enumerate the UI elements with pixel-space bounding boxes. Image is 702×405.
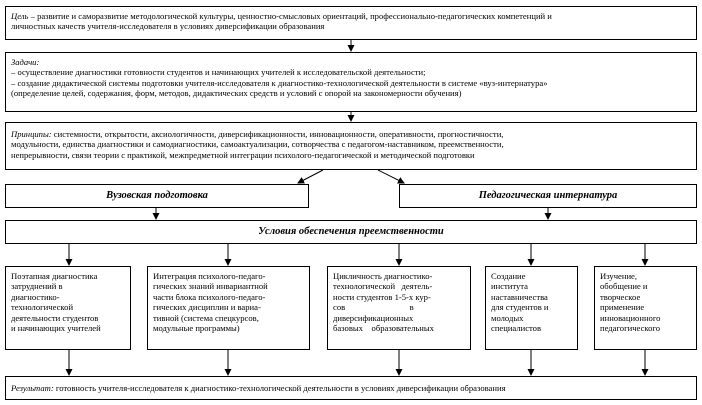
condition-line: Поэтапная диагностика bbox=[11, 271, 98, 281]
condition-line: специалистов bbox=[491, 323, 542, 334]
result-label: Результат: bbox=[11, 383, 54, 393]
condition-line: базовых образовательных bbox=[333, 323, 434, 334]
condition-line: для студентов и bbox=[491, 302, 549, 313]
continuity-conditions-title: Условия обеспечения преемственности bbox=[258, 226, 444, 237]
condition-line: творческое bbox=[600, 291, 641, 302]
condition-box-innovation bbox=[594, 266, 697, 350]
condition-line: ности студентов 1-5-х кур- bbox=[333, 291, 431, 302]
condition-line: наставничества bbox=[491, 291, 548, 302]
goal-line: – развитие и саморазвитие методологической культуры, ценностно-смысловых ориентаций, профессионально-педагогических компетенций и bbox=[28, 11, 552, 21]
internship-box bbox=[399, 184, 697, 208]
principles-line: модульности, единства диагностики и самодиагностики, самоактуализации, сотворчества с педагогом-наставником, преемственности, bbox=[11, 139, 504, 150]
condition-line: части блока психолого-педаго- bbox=[153, 291, 266, 302]
result-text: готовность учителя-исследователя к диагностико-технологической деятельности в условиях диверсификации образования bbox=[53, 383, 506, 393]
condition-line: технологической bbox=[11, 302, 74, 313]
condition-box-mentorship bbox=[485, 266, 578, 350]
condition-line: Цикличность диагностико- bbox=[333, 271, 433, 281]
tasks-line: – осуществление диагностики готовности студентов и начинающих учителей к исследовательской деятельности; bbox=[11, 67, 426, 78]
condition-line: диверсификационных bbox=[333, 312, 414, 323]
condition-line: гических дисциплин и вариа- bbox=[153, 302, 261, 313]
university-prep-box bbox=[5, 184, 309, 208]
condition-box-integration bbox=[147, 266, 310, 350]
tasks-line: – создание дидактической системы подготовки учителя-исследователя к диагностико-технологической деятельности в системе «вуз-интернатура» bbox=[11, 77, 548, 88]
condition-line: обобщение и bbox=[600, 281, 648, 292]
condition-line: инновационного bbox=[600, 312, 661, 323]
principles-line: системности, открытости, аксиологичности, диверсификационности, инновационности, оперативности, прогностичности, bbox=[51, 129, 504, 139]
condition-line: и начинающих учителей bbox=[11, 323, 101, 334]
university-prep-title: Вузовская подготовка bbox=[106, 190, 208, 201]
internship-title: Педагогическая интернатура bbox=[478, 190, 618, 201]
tasks-box bbox=[5, 52, 697, 112]
goal-line: личностных качеств учителя-исследователя в условиях диверсификации образования bbox=[11, 21, 325, 32]
arrow-principles-to-internship bbox=[378, 170, 404, 183]
principles-box bbox=[5, 122, 697, 170]
arrow-principles-to-university bbox=[298, 170, 323, 183]
condition-line: Изучение, bbox=[600, 271, 638, 281]
condition-line: Интеграция психолого-педаго- bbox=[153, 271, 266, 281]
condition-line: модульные программы) bbox=[153, 323, 240, 334]
condition-line: молодых bbox=[491, 312, 524, 323]
continuity-conditions-box bbox=[5, 220, 697, 244]
condition-line: применение bbox=[600, 302, 645, 313]
tasks-line: (определение целей, содержания, форм, методов, дидактических средств и условий с опорой на закономерности обучения) bbox=[11, 88, 462, 99]
condition-line: института bbox=[491, 281, 528, 292]
condition-line: сов в bbox=[333, 302, 414, 313]
condition-line: Создание bbox=[491, 271, 526, 281]
condition-line: педагогического bbox=[600, 323, 661, 334]
tasks-label: Задачи: bbox=[11, 57, 40, 67]
condition-box-diagnostics bbox=[5, 266, 131, 350]
condition-line: затруднений в bbox=[11, 281, 63, 292]
principles-label: Принципы: bbox=[11, 129, 52, 139]
result-box bbox=[5, 376, 697, 400]
condition-line: технологической деятель- bbox=[333, 281, 433, 292]
goal-label: Цель bbox=[11, 11, 29, 21]
principles-line: непрерывности, связи теории с практикой, межпредметной интеграции психолого-педагогической и методической подготовки bbox=[11, 149, 475, 160]
condition-line: тивной (система спецкурсов, bbox=[153, 312, 259, 323]
condition-line: диагностико- bbox=[11, 291, 60, 302]
goal-box bbox=[5, 6, 697, 40]
condition-box-cyclicity bbox=[327, 266, 471, 350]
condition-line: деятельности студентов bbox=[11, 312, 99, 323]
condition-line: гических знаний инвариантной bbox=[153, 281, 268, 292]
